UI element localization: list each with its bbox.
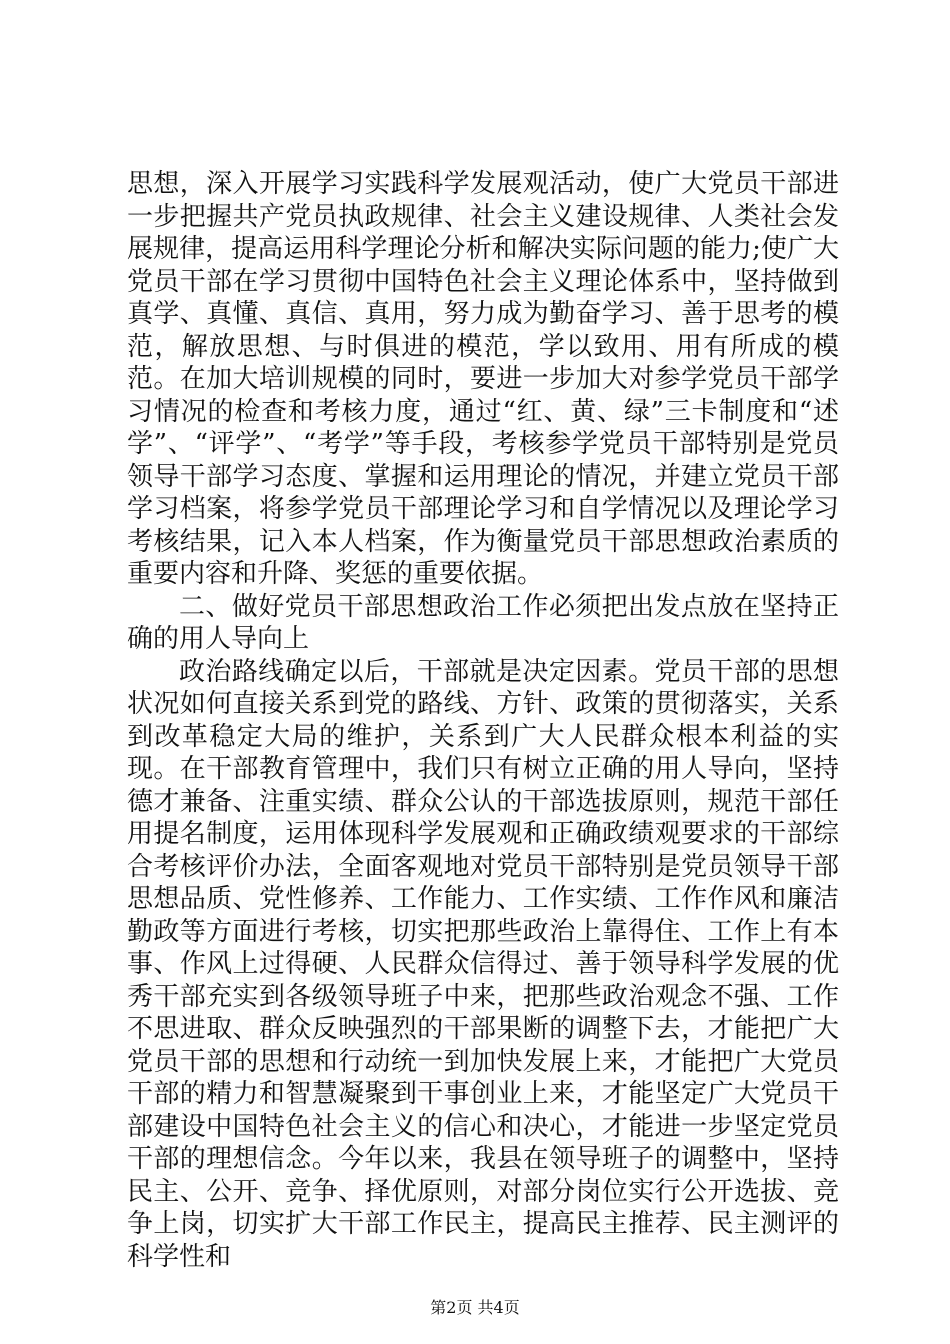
section-heading: 二、做好党员干部思想政治工作必须把出发点放在坚持正确的用人导向上 <box>127 591 839 654</box>
body-paragraph: 政治路线确定以后，干部就是决定因素。党员干部的思想状况如何直接关系到党的路线、方针、政策的贯彻落实，关系到改革稳定大局的维护，关系到广大人民群众根本利益的实现。在干部教育管理中，我们只有树立正确的用人导向，坚持德才兼备、注重实绩、群众公认的干部选拔原则，规范干部任用提名制度，运用体现科学发展观和正确政绩观要求的干部综合考核评价办法，全面客观地对党员干部特别是党员领导干部思想品质、党性修养、工作能力、工作实绩、工作作风和廉洁勤政等方面进行考核，切实把那些政治上靠得住、工作上有本事、作风上过得硬、人民群众信得过、善于领导科学发展的优秀干部充实到各级领导班子中来，把那些政治观念不强、工作不思进取、群众反映强烈的干部果断的调整下去，才能把广大党员干部的思想和行动统一到加快发展上来，才能把广大党员干部的精力和智慧凝聚到干事创业上来，才能坚定广大党员干部建设中国特色社会主义的信心和决心，才能进一步坚定党员干部的理想信念。今年以来，我县在领导班子的调整中，坚持民主、公开、竞争、择优原则，对部分岗位实行公开选拔、竞争上岗，切实扩大干部工作民主，提高民主推荐、民主测评的科学性和 <box>127 656 839 1272</box>
document-body <box>127 168 839 1273</box>
body-paragraph: 思想，深入开展学习实践科学发展观活动，使广大党员干部进一步把握共产党员执政规律、社会主义建设规律、人类社会发展规律，提高运用科学理论分析和解决实际问题的能力;使广大党员干部在学习贯彻中国特色社会主义理论体系中，坚持做到真学、真懂、真信、真用，努力成为勤奋学习、善于思考的模范，解放思想、与时俱进的模范，学以致用、用有所成的模范。在加大培训规模的同时，要进一步加大对参学党员干部学习情况的检查和考核力度，通过“红、黄、绿”三卡制度和“述学”、“评学”、“考学”等手段，考核参学党员干部特别是党员领导干部学习态度、掌握和运用理论的情况，并建立党员干部学习档案，将参学党员干部理论学习和自学情况以及理论学习考核结果，记入本人档案，作为衡量党员干部思想政治素质的重要内容和升降、奖惩的重要依据。 <box>127 169 839 589</box>
page-number-footer: 第2页 共4页 <box>430 1298 520 1317</box>
